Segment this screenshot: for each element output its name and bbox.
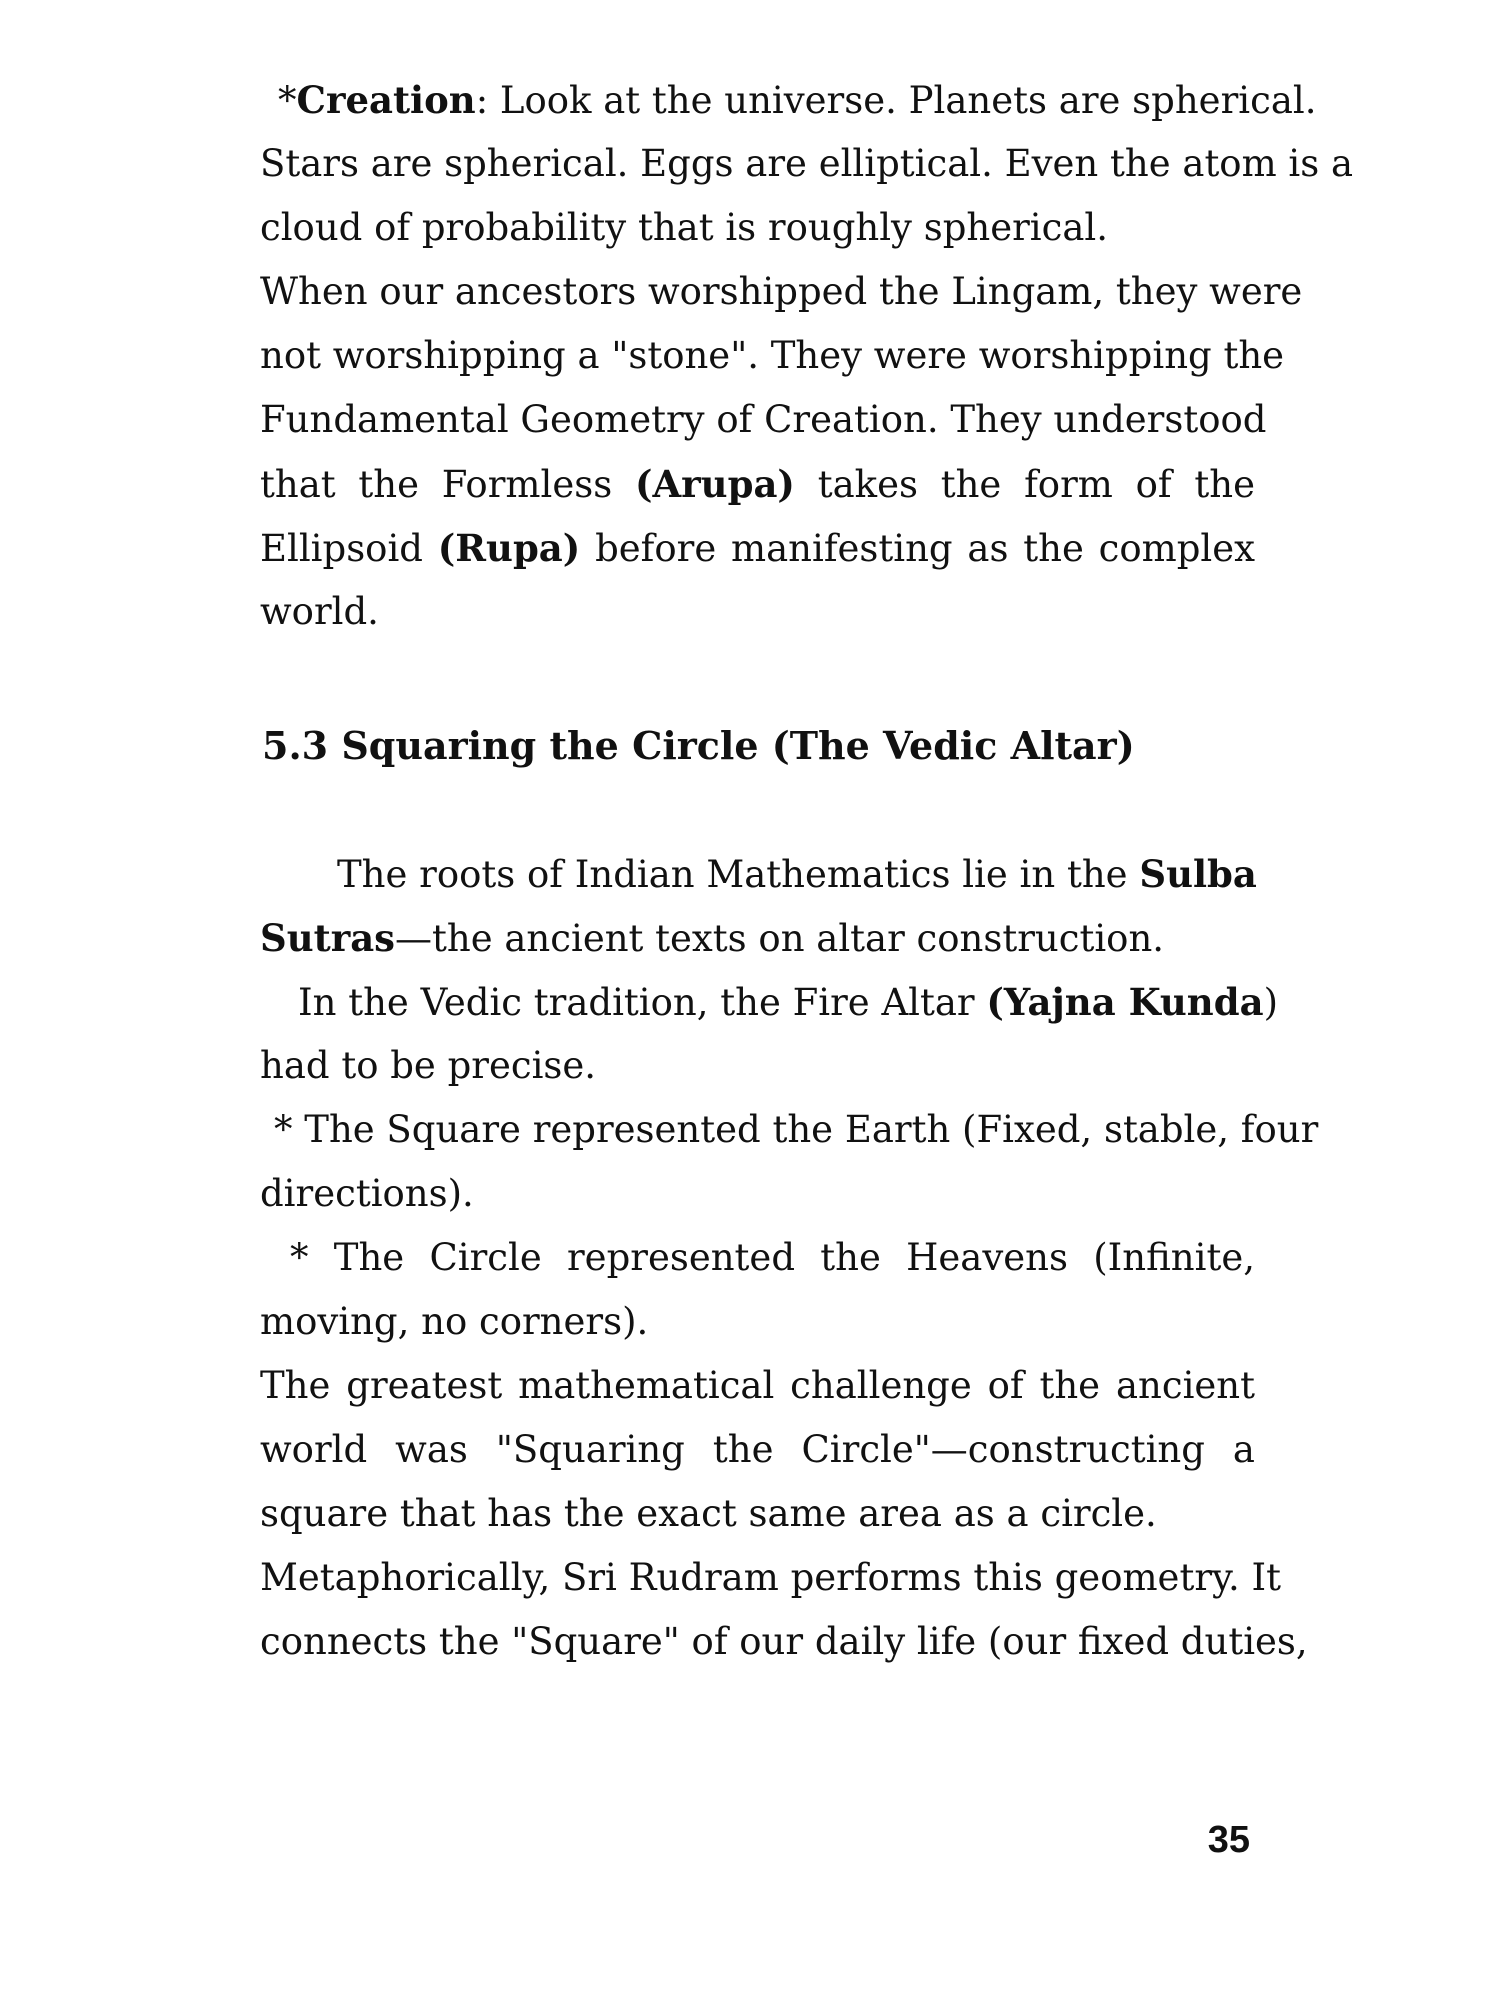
term-sulba: Sulba <box>1139 852 1257 896</box>
creation-line-1 <box>278 68 1317 133</box>
section-heading: 5.3 Squaring the Circle (The Vedic Altar) <box>262 723 1135 768</box>
altar-line-1 <box>298 970 1278 1035</box>
creation-line-9: world. <box>260 590 379 633</box>
creation-line-2: Stars are spherical. Eggs are elliptical. Even the atom is a <box>260 142 1354 185</box>
rudram-line-1: Metaphorically, Sri Rudram performs this geometry. It <box>260 1556 1282 1599</box>
creation-line-8-post: before manifesting as the complex <box>580 527 1255 570</box>
creation-line-7-pre: that the Formless <box>260 463 635 506</box>
creation-line-8-pre: Ellipsoid <box>260 527 438 570</box>
creation-line-8 <box>260 516 1255 581</box>
creation-line-6: Fundamental Geometry of Creation. They understood <box>260 398 1267 441</box>
challenge-line-1: The greatest mathematical challenge of the ancient <box>260 1364 1255 1407</box>
creation-term: Creation <box>296 78 476 122</box>
altar-line-1-post: ) <box>1263 981 1278 1024</box>
challenge-line-3: square that has the exact same area as a circle. <box>260 1492 1157 1535</box>
sulba-line-2 <box>260 906 1255 971</box>
sulba-line-1-pre: The roots of Indian Mathematics lie in the <box>337 853 1140 896</box>
bullet-asterisk: * <box>278 79 297 122</box>
creation-line-1-text: : Look at the universe. Planets are spherical. <box>475 79 1317 122</box>
page-number: 35 <box>1207 1819 1250 1861</box>
bullet-square-line-1: * The Square represented the Earth (Fixed, stable, four <box>274 1108 1319 1151</box>
creation-line-7-post: takes the form of the <box>794 463 1255 506</box>
bullet-circle-line-1: * The Circle represented the Heavens (Infinite, <box>290 1236 1255 1279</box>
creation-line-3: cloud of probability that is roughly spherical. <box>260 206 1109 249</box>
sulba-line-2-post: —the ancient texts on altar construction. <box>395 917 1165 960</box>
altar-line-2: had to be precise. <box>260 1044 597 1087</box>
creation-line-5: not worshipping a "stone". They were worshipping the <box>260 334 1285 377</box>
term-yajna-kunda-open: ( <box>986 980 1004 1024</box>
rudram-line-2: connects the "Square" of our daily life (our fixed duties, <box>260 1620 1308 1663</box>
term-yajna-kunda: Yajna Kunda <box>1003 980 1264 1024</box>
term-rupa: (Rupa) <box>437 526 581 570</box>
creation-line-4: When our ancestors worshipped the Lingam, they were <box>260 270 1303 313</box>
challenge-line-2: world was "Squaring the Circle"—constructing a <box>260 1428 1255 1471</box>
sulba-line-1 <box>337 842 1255 907</box>
altar-line-1-pre: In the Vedic tradition, the Fire Altar <box>298 981 987 1024</box>
term-arupa: (Arupa) <box>634 462 795 506</box>
bullet-circle-line-2: moving, no corners). <box>260 1300 649 1343</box>
creation-line-7 <box>260 452 1255 517</box>
term-sutras: Sutras <box>260 916 396 960</box>
bullet-square-line-2: directions). <box>260 1172 474 1215</box>
